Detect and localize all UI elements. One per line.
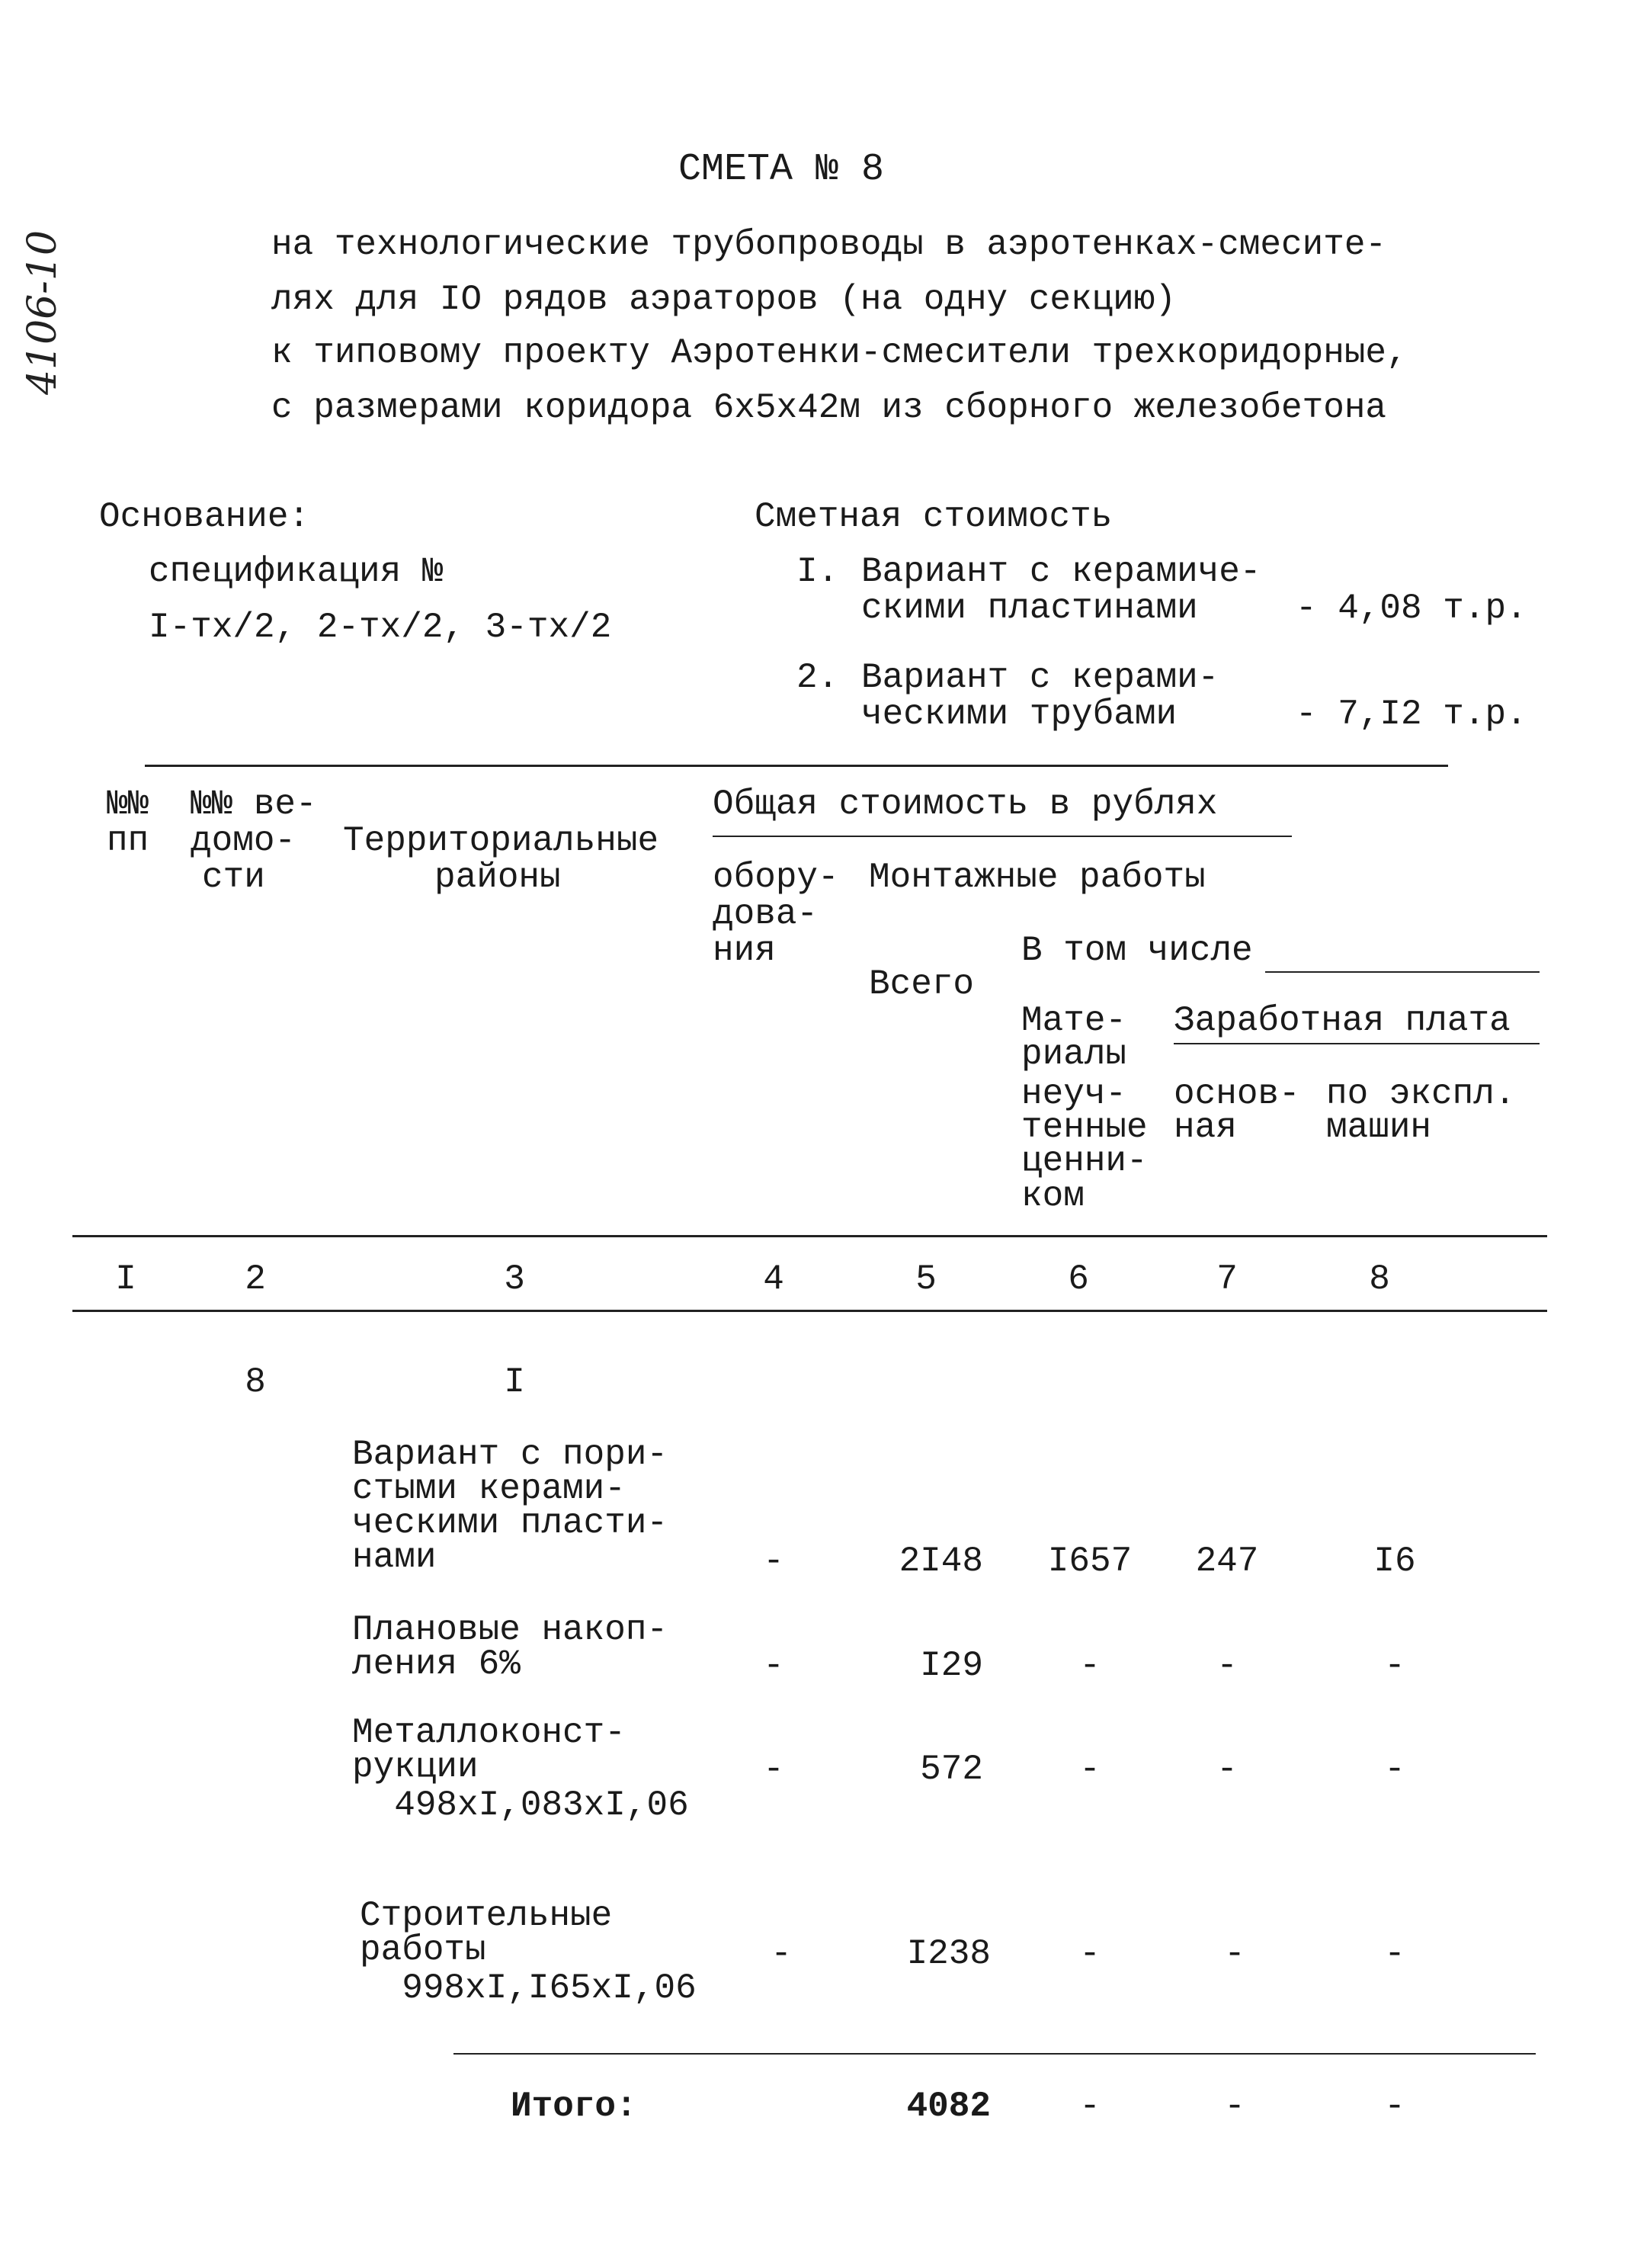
- header-top-rule: [145, 765, 1448, 767]
- header-equipment-line3: ния: [713, 931, 776, 970]
- header-salary: Заработная плата: [1174, 1001, 1511, 1041]
- row3-equipment: -: [763, 1750, 784, 1789]
- header-basic-line1: основ-: [1174, 1074, 1300, 1114]
- header-machines-line2: машин: [1326, 1108, 1432, 1147]
- row3-materials: -: [1079, 1750, 1101, 1789]
- col-number-1: I: [115, 1259, 136, 1299]
- row2-label-line1: Плановые накоп-: [352, 1610, 668, 1650]
- row2-equipment: -: [763, 1646, 784, 1686]
- document-number-note: 4106-10: [20, 229, 66, 396]
- header-total-cost-rule: [713, 836, 1292, 837]
- total-rule: [453, 2053, 1536, 2055]
- header-materials-line4: тенные: [1021, 1108, 1148, 1147]
- column-numbers-top-rule: [72, 1235, 1547, 1237]
- row4-salary-machines: -: [1384, 1934, 1405, 1974]
- col-number-2: 2: [245, 1259, 266, 1299]
- col-number-8: 8: [1369, 1259, 1390, 1299]
- estimate-v1-line2: скими пластинами: [861, 589, 1198, 628]
- header-col3-line2: районы: [434, 858, 561, 897]
- header-col3-line1: Территориальные: [343, 821, 659, 861]
- estimate-v2-line1: Вариант с керами-: [861, 658, 1219, 698]
- estimate-v2-number: 2.: [796, 658, 839, 698]
- col-number-4: 4: [763, 1259, 784, 1299]
- basis-label: Основание:: [99, 497, 310, 537]
- row3-salary-basic: -: [1216, 1750, 1238, 1789]
- header-machines-line1: по экспл.: [1326, 1074, 1516, 1114]
- row4-salary-basic: -: [1224, 1934, 1245, 1974]
- header-installation: Монтажные работы: [869, 858, 1206, 897]
- page-title: СМЕТА № 8: [678, 148, 885, 191]
- row4-label-line2: работы: [360, 1930, 486, 1970]
- estimate-v2-value: - 7,I2 т.р.: [1296, 695, 1527, 734]
- header-materials-line3: неуч-: [1021, 1074, 1127, 1114]
- header-materials-line2: риалы: [1021, 1035, 1127, 1074]
- row2-total: I29: [920, 1646, 983, 1686]
- estimate-v1-line1: Вариант с керамиче-: [861, 552, 1261, 592]
- row1-label-line3: ческими пласти-: [352, 1503, 668, 1543]
- header-equipment-line1: обору-: [713, 858, 839, 897]
- header-materials-line1: Мате-: [1021, 1001, 1127, 1041]
- total-salary-machines: -: [1384, 2087, 1405, 2126]
- col-number-3: 3: [504, 1259, 525, 1299]
- header-total-cost: Общая стоимость в рублях: [713, 784, 1218, 824]
- subtitle-line-4: с размерами коридора 6х5х42м из сборного железобетона: [271, 388, 1387, 428]
- row1-equipment: -: [763, 1541, 784, 1581]
- subtitle-line-3: к типовому проекту Аэротенки-смесители трехкоридорные,: [271, 333, 1408, 373]
- row3-salary-machines: -: [1384, 1750, 1405, 1789]
- header-equipment-line2: дова-: [713, 894, 819, 934]
- column-numbers-bottom-rule: [72, 1310, 1547, 1312]
- row4-total: I238: [906, 1934, 991, 1974]
- total-label: Итого:: [511, 2087, 637, 2126]
- header-materials-line5: ценни-: [1021, 1141, 1148, 1181]
- basis-spec-line1: спецификация №: [149, 552, 444, 592]
- row1-total: 2I48: [899, 1541, 983, 1581]
- sheet-number: 8: [245, 1362, 266, 1402]
- subtitle-line-2: лях для IO рядов аэраторов (на одну секцию): [271, 280, 1176, 319]
- estimate-v2-line2: ческими трубами: [861, 695, 1178, 734]
- row4-label-line3: 998хI,I65хI,06: [360, 1968, 697, 2008]
- row2-label-line2: ления 6%: [352, 1644, 521, 1684]
- header-col2-line3: сти: [202, 858, 265, 897]
- row1-salary-basic: 247: [1195, 1541, 1259, 1581]
- row1-materials: I657: [1047, 1541, 1133, 1581]
- estimate-label: Сметная стоимость: [755, 497, 1113, 537]
- total-salary-basic: -: [1224, 2087, 1245, 2126]
- row2-materials: -: [1079, 1646, 1101, 1686]
- header-including-rule: [1265, 971, 1540, 973]
- row1-label-line1: Вариант с пори-: [352, 1435, 668, 1474]
- header-col2-line1: №№ ве-: [191, 784, 317, 824]
- row4-equipment: -: [771, 1934, 792, 1974]
- header-including: В том числе: [1021, 931, 1253, 970]
- row3-total: 572: [920, 1750, 983, 1789]
- basis-spec-line2: I-тх/2, 2-тх/2, 3-тх/2: [149, 608, 612, 647]
- row2-salary-machines: -: [1384, 1646, 1405, 1686]
- col-number-7: 7: [1216, 1259, 1238, 1299]
- col-number-5: 5: [915, 1259, 937, 1299]
- header-materials-line6: ком: [1021, 1176, 1085, 1216]
- row4-materials: -: [1079, 1934, 1101, 1974]
- row1-salary-machines: I6: [1373, 1541, 1416, 1581]
- row4-label-line1: Строительные: [360, 1896, 613, 1936]
- row3-label-line3: 498хI,083хI,06: [352, 1785, 689, 1825]
- estimate-v1-number: I.: [796, 552, 839, 592]
- row3-label-line1: Металлоконст-: [352, 1713, 626, 1753]
- col-number-6: 6: [1068, 1259, 1089, 1299]
- header-salary-rule: [1174, 1043, 1540, 1044]
- row3-label-line2: рукции: [352, 1747, 479, 1787]
- row1-label-line2: стыми керами-: [352, 1469, 626, 1509]
- header-col2-line2: домо-: [191, 821, 296, 861]
- total-value: 4082: [906, 2087, 991, 2126]
- header-basic-line2: ная: [1174, 1108, 1237, 1147]
- header-col1-line1: №№: [107, 784, 149, 824]
- subtitle-line-1: на технологические трубопроводы в аэротенках-смесите-: [271, 225, 1387, 265]
- header-installation-total: Всего: [869, 964, 975, 1004]
- total-materials: -: [1079, 2087, 1101, 2126]
- region-number: I: [504, 1362, 525, 1402]
- estimate-v1-value: - 4,08 т.р.: [1296, 589, 1527, 628]
- header-col1-line2: пп: [107, 821, 149, 861]
- row1-label-line4: нами: [352, 1538, 437, 1577]
- row2-salary-basic: -: [1216, 1646, 1238, 1686]
